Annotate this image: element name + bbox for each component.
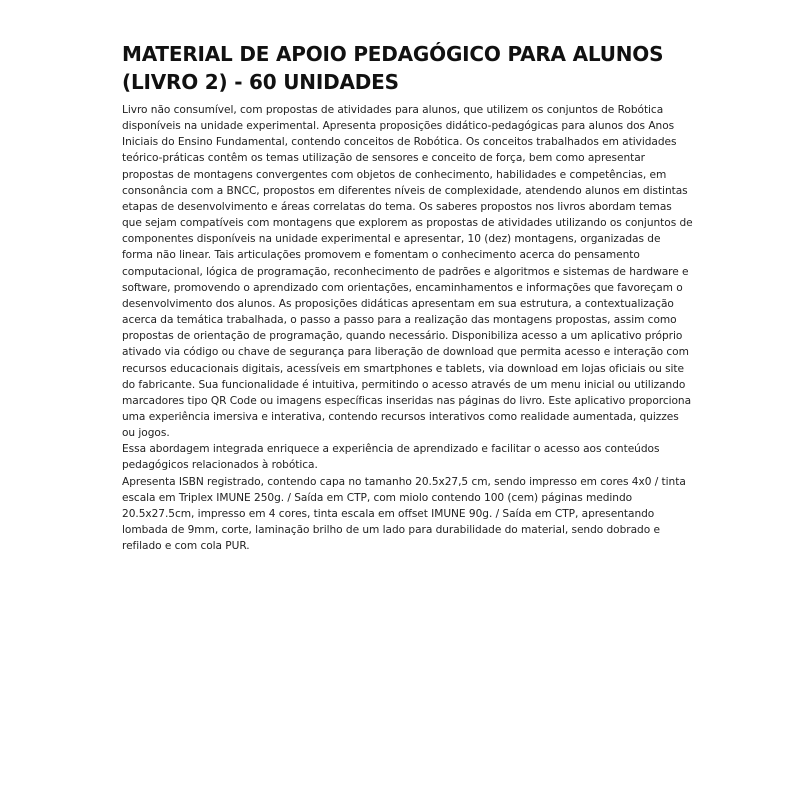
document-title: MATERIAL DE APOIO PEDAGÓGICO PARA ALUNOS (LIVRO 2) - 60 UNIDADES	[122, 42, 664, 94]
document-content	[122, 40, 694, 554]
specification-paragraph: Apresenta ISBN registrado, contendo capa no tamanho 20.5x27,5 cm, sendo impresso em cores 4x0 / tinta escala em Triplex IMUNE 250g. / Saída em CTP, com miolo contendo 100 (cem) páginas medindo 20.5x27.5cm, impresso em 4 cores, tinta escala em offset IMUNE 90g. / Saída em CTP, apresentando lombada de 9mm, corte, laminação brilho de um lado para durabilidade do material, sendo dobrado e refilado e com cola PUR.	[122, 475, 686, 553]
approach-paragraph: Essa abordagem integrada enriquece a experiência de aprendizado e facilitar o acesso aos conteúdos pedagógicos relacionados à robótica.	[122, 443, 660, 472]
description-paragraph: Livro não consumível, com propostas de atividades para alunos, que utilizem os conjuntos de Robótica disponíveis na unidade experimental. Apresenta proposições didático-pedagógicas para alunos dos Anos Iniciais do Ensino Fundamental, contendo conceitos de Robótica. Os conceitos trabalhados em atividades teórico-práticas contêm os temas utilização de sensores e conceito de força, bem como apresentar propostas de montagens convergentes com objetos de conhecimento, habilidades e competências, em consonância com a BNCC, propostos em diferentes níveis de complexidade, atendendo alunos em distintas etapas de desenvolvimento e áreas correlatas do tema. Os saberes propostos nos livros abordam temas que sejam compatíveis com montagens que explorem as propostas de atividades utilizando os conjuntos de componentes disponíveis na unidade experimental e apresentar, 10 (dez) montagens, organizadas de forma não linear. Tais articulações promovem e fomentam o conhecimento acerca do pensamento computacional, lógica de programação, reconhecimento de padrões e algoritmos e sistemas de hardware e software, promovendo o aprendizado com orientações, encaminhamentos e informações que favoreçam o desenvolvimento dos alunos. As proposições didáticas apresentam em sua estrutura, a contextualização acerca da temática trabalhada, o passo a passo para a realização das montagens propostas, assim como propostas de orientação de programação, quando necessário. Disponibiliza acesso a um aplicativo próprio ativado via código ou chave de segurança para liberação de download que permita acesso e interação com recursos educacionais digitais, acessíveis em smartphones e tablets, via download em lojas oficiais ou site do fabricante. Sua funcionalidade é intuitiva, permitindo o acesso através de um menu inicial ou utilizando marcadores tipo QR Code ou imagens específicas inseridas nas páginas do livro. Este aplicativo proporciona uma experiência imersiva e interativa, contendo recursos interativos como realidade aumentada, quizzes ou jogos.	[122, 104, 693, 440]
document-body	[122, 102, 694, 554]
